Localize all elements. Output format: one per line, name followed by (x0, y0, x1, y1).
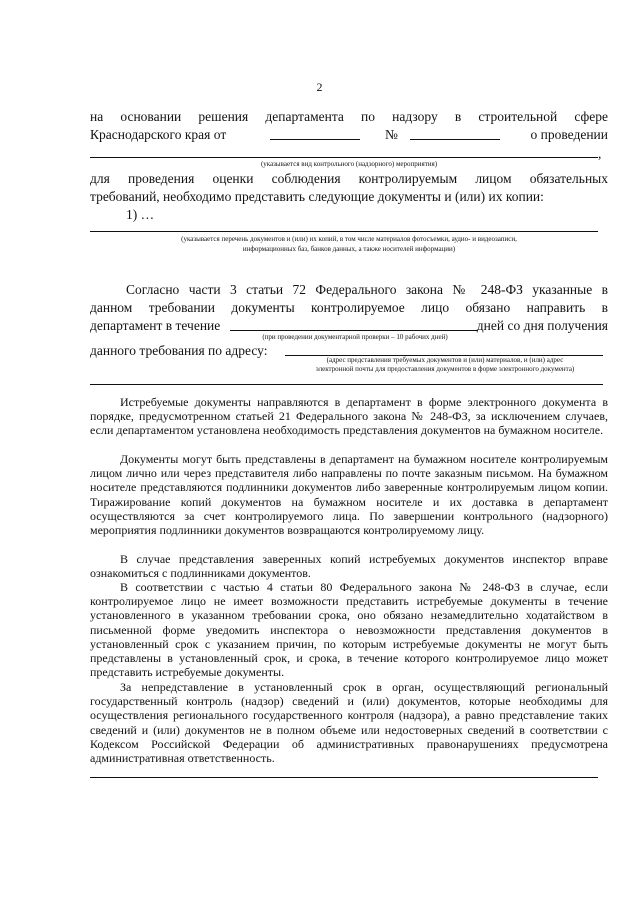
address-field-continued[interactable] (90, 384, 603, 385)
paragraph-paper-form: Документы могут быть представлены в департамент на бумажном носителе контролируемым лицом лично или через представителя либо направлены по почте заказным письмом. На бумажном носителе представляются подлинники документов либо заверенные контролируемым лицом копии. Тиражирование копий документов на бумажном носителе и их доставка в департамент осуществляются за счет контролируемого лица. По завершении контрольного (надзорного) мероприятия подлинники документов возвращаются контролируемому лицу. (90, 452, 608, 538)
paragraph-electronic-form: Истребуемые документы направляются в департамент в форме электронного документа в порядке, предусмотренном статьей 21 Федерального закона № 248-ФЗ, за исключением случаев, если департаментом установлена необходимость представления документов на бумажном носителе. (90, 395, 608, 438)
event-type-field[interactable] (90, 145, 598, 158)
page-number: 2 (316, 80, 323, 94)
note-documents-list-2: информационных баз, банков данных, а также носителей информации) (242, 245, 456, 253)
decision-number-field[interactable] (410, 127, 500, 140)
address-field[interactable] (285, 343, 603, 356)
request-line-2-about: о проведении (530, 127, 608, 142)
deadline-line-2: данном требовании документы контролируемое лицо обязано направить в (90, 300, 608, 315)
paragraph-liability: За непредставление в установленный срок в орган, осуществляющий региональный государственный контроль (надзор) сведений и (или) документов, которые необходимы для осуществления регионального государственного контроля (надзора), а равно представление таких сведений и (или) документов не в полном объеме или недостоверных сведений в соответствии с Кодексом Российской Федерации об административных правонарушениях предусмотрена административная ответственность. (90, 680, 608, 766)
paragraph-certified-copies: В случае представления заверенных копий истребуемых документов инспектор вправе ознакомиться с подлинниками документов. (90, 552, 608, 581)
request-item-1: 1) … (126, 207, 155, 222)
deadline-line-3 (90, 318, 608, 334)
request-line-2-from: Краснодарского края от (90, 127, 227, 142)
deadline-line-3-start: департамент в течение (90, 318, 221, 333)
request-line-2 (90, 127, 608, 143)
note-address-2: электронной почты для предоставления документов в форме электронного документа) (315, 365, 575, 373)
comma: , (598, 146, 602, 161)
number-sign: № (385, 127, 398, 142)
note-event-type: (указывается вид контрольного (надзорного) мероприятия) (260, 160, 438, 168)
paragraph-impossibility: В соответствии с частью 4 статьи 80 Федерального закона № 248-ФЗ в случае, если контролируемое лицо не имеет возможности представить истребуемые документы в течение установленного в указанном требовании срока, оно обязано незамедлительно ходатайством в письменной форме уведомить инспектора о невозможности представления документов в установленный срок с указанием причин, по которым истребуемые документы не могут быть представлены в установленный срок, и срока, в течение которого контролируемое лицо может представить истребуемые документы. (90, 580, 608, 680)
request-line-5: требований, необходимо представить следующие документы и (или) их копии: (90, 189, 544, 204)
note-address-1: (адрес представления требуемых документов и (или) материалов, и (или) адрес (326, 356, 564, 364)
deadline-line-3-end: дней со дня получения (476, 318, 608, 333)
note-documents-list-1: (указывается перечень документов и (или) их копий, в том числе материалов фотосъемки, аудио- и видеозаписи, (181, 235, 517, 243)
note-deadline: (при проведении документарной проверки – 10 рабочих дней) (262, 333, 448, 341)
request-line-1: на основании решения департамента по надзору в строительной сфере (90, 109, 608, 124)
deadline-line-1: Согласно части 3 статьи 72 Федерального закона № 248-ФЗ указанные в (126, 282, 608, 297)
bottom-rule (90, 777, 598, 778)
documents-list-field[interactable] (90, 231, 598, 232)
deadline-days-field[interactable] (230, 318, 478, 331)
deadline-line-4-text: данного требования по адресу: (90, 343, 268, 358)
request-line-4: для проведения оценки соблюдения контролируемым лицом обязательных (90, 171, 608, 186)
decision-date-field[interactable] (270, 127, 360, 140)
